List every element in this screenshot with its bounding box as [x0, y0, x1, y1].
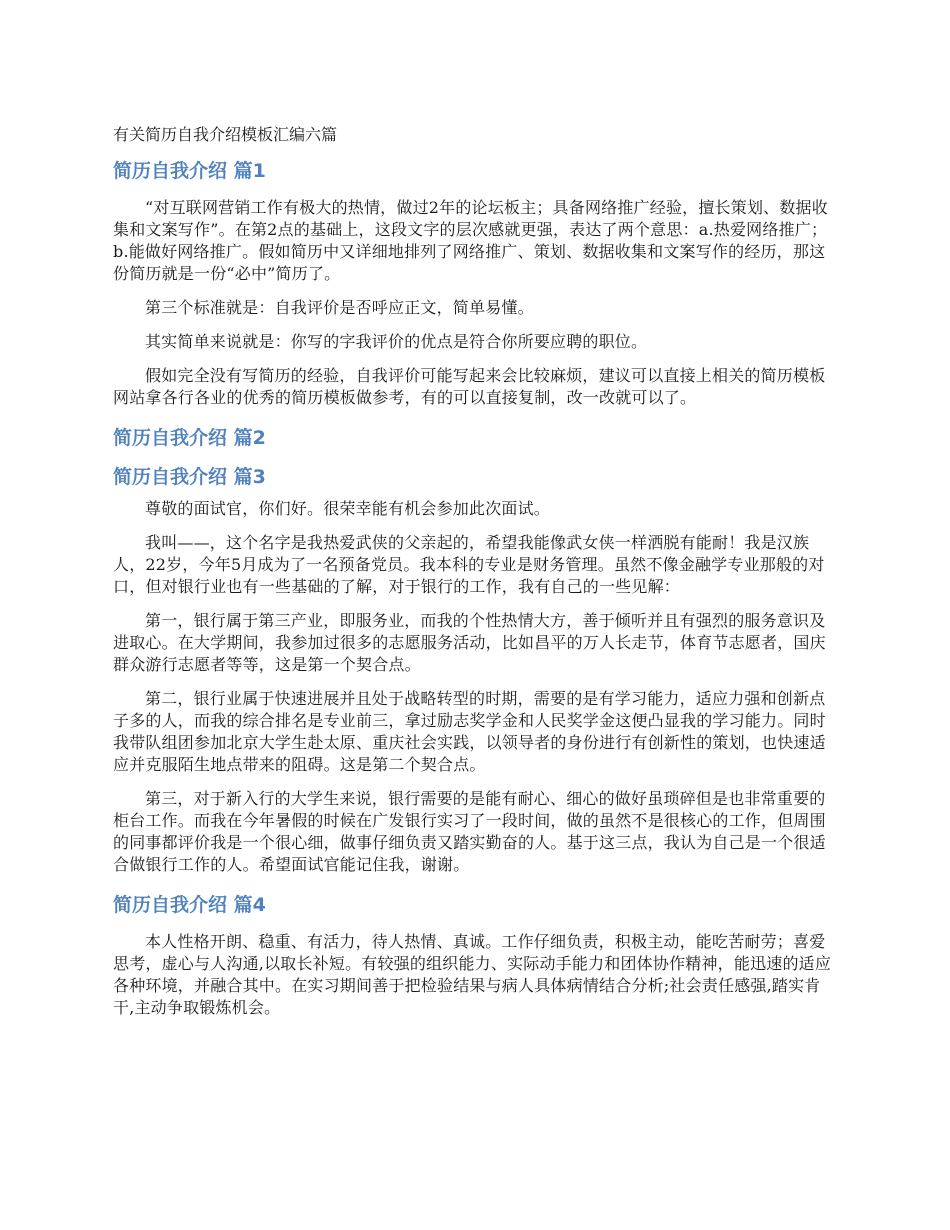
- document-page: [113, 124, 838, 1031]
- section-3-paragraph-3: 第一，银行属于第三产业，即服务业，而我的个性热情大方，善于倾听并且有强烈的服务意识及进取心。在大学期间，我参加过很多的志愿服务活动，比如昌平的万人长走节，体育节志愿者，国庆群众游行志愿者等等，这是第一个契合点。: [113, 611, 826, 674]
- section-4-paragraph-1: 本人性格开朗、稳重、有活力，待人热情、真诚。工作仔细负责，积极主动，能吃苦耐劳；喜爱思考，虚心与人沟通,以取长补短。有较强的组织能力、实际动手能力和团体协作精神，能迅速的适应各种环境，并融合其中。在实习期间善于把检验结果与病人具体病情结合分析;社会责任感强,踏实肯干,主动争取锻炼机会。: [113, 932, 832, 1017]
- section-2: [113, 425, 838, 451]
- section-1: [113, 158, 838, 409]
- section-3: [113, 464, 838, 876]
- section-1-paragraph-3: 其实简单来说就是：你写的字我评价的优点是符合你所要应聘的职位。: [145, 332, 648, 351]
- section-heading-2: 简历自我介绍 篇2: [113, 427, 266, 449]
- section-3-paragraph-4: 第二，银行业属于快速进展并且处于战略转型的时期，需要的是有学习能力，适应力强和创新点子多的人，而我的综合排名是专业前三，拿过励志奖学金和人民奖学金这便凸显我的学习能力。同时我带队组团参加北京大学生赴太原、重庆社会实践，以领导者的身份进行有创新性的策划，也快速适应并克服陌生地点带来的阻碍。这是第二个契合点。: [113, 689, 826, 774]
- section-heading-3: 简历自我介绍 篇3: [113, 466, 266, 488]
- section-1-paragraph-2: 第三个标准就是：自我评价是否呼应正文，简单易懂。: [145, 298, 534, 317]
- section-1-paragraph-4: 假如完全没有写简历的经验，自我评价可能写起来会比较麻烦，建议可以直接上相关的简历模板网站拿各行各业的优秀的简历模板做参考，有的可以直接复制，改一改就可以了。: [113, 366, 826, 407]
- section-4: [113, 892, 838, 1019]
- section-3-paragraph-5: 第三，对于新入行的大学生来说，银行需要的是能有耐心、细心的做好虽琐碎但是也非常重要的柜台工作。而我在今年暑假的时候在广发银行实习了一段时间，做的虽然不是很核心的工作，但周围的同事都评价我是一个很心细，做事仔细负责又踏实勤奋的人。基于这三点，我认为自己是一个很适合做银行工作的人。希望面试官能记住我，谢谢。: [113, 789, 826, 874]
- document-title: 有关简历自我介绍模板汇编六篇: [113, 125, 338, 144]
- section-1-paragraph-1: “对互联网营销工作有极大的热情，做过2年的论坛板主；具备网络推广经验，擅长策划、数据收集和文案写作”。在第2点的基础上，这段文字的层次感就更强，表达了两个意思：a.热爱网络推广；b.能做好网络推广。假如简历中又详细地排列了网络推广、策划、数据收集和文案写作的经历，那这份简历就是一份“必中”简历了。: [113, 198, 828, 283]
- section-heading-4: 简历自我介绍 篇4: [113, 894, 266, 916]
- section-3-paragraph-2: 我叫——，这个名字是我热爱武侠的父亲起的，希望我能像武女侠一样洒脱有能耐！我是汉族人，22岁，今年5月成为了一名预备党员。我本科的专业是财务管理。虽然不像金融学专业那般的对口，但对银行业也有一些基础的了解，对于银行的工作，我有自己的一些见解：: [113, 533, 825, 596]
- section-heading-1: 简历自我介绍 篇1: [113, 160, 266, 182]
- section-3-paragraph-1: 尊敬的面试官，你们好。很荣幸能有机会参加此次面试。: [145, 499, 551, 518]
